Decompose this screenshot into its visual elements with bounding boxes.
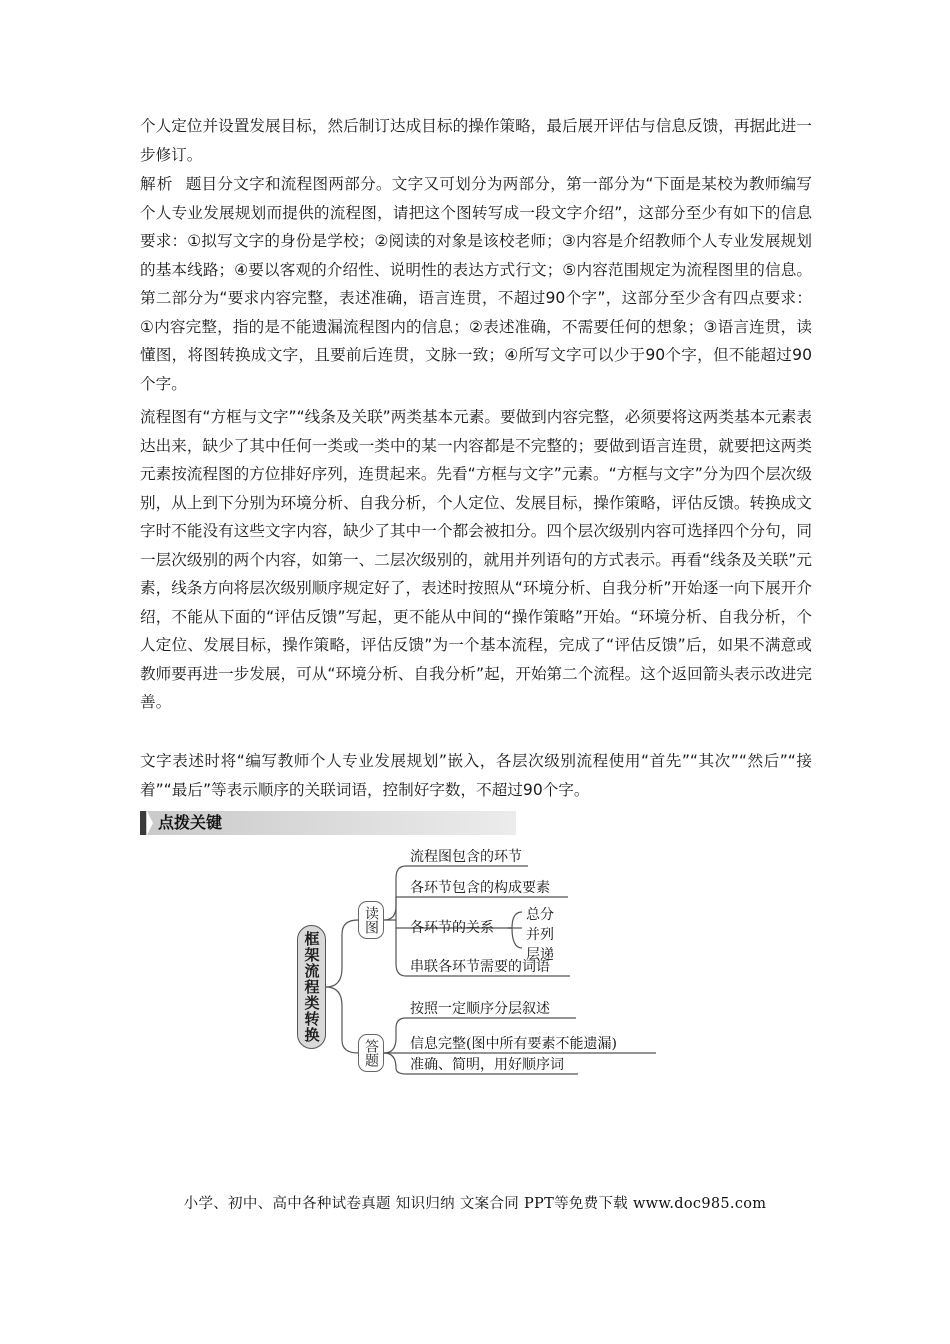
answer-item: 信息完整(图中所有要素不能遗漏) <box>410 1036 617 1052</box>
expression-text: 文字表述时将“编写教师个人专业发展规划”嵌入，各层次级别流程使用“首先”“其次”“然后”“接着”“最后”等表示顺序的关联词语，控制好字数，不超过90个字。 <box>140 752 812 799</box>
answer-node: 答题 <box>358 1034 384 1072</box>
answer-item: 准确、简明，用好顺序词 <box>410 1057 564 1073</box>
read-item: 串联各环节需要的词语 <box>410 959 550 975</box>
section-title: 点拨关键 <box>158 813 223 832</box>
mindmap-root: 框架流程类转换 <box>297 925 326 1049</box>
read-item: 各环节包含的构成要素 <box>410 880 550 896</box>
page-footer: 小学、初中、高中各种试卷真题 知识归纳 文案合同 PPT等免费下载 www.doc985.com <box>183 1196 767 1212</box>
analysis-paragraph <box>140 170 812 398</box>
intro-text: 个人定位并设置发展目标，然后制订达成目标的操作策略，最后展开评估与信息反馈，再据此进一步修订。 <box>140 117 812 164</box>
expression-paragraph <box>140 747 812 804</box>
section-marker <box>140 811 146 835</box>
read-item: 各环节的关系 <box>410 920 494 936</box>
analysis-text: 题目分文字和流程图两部分。文字又可划分为两部分，第一部分为“下面是某校为教师编写个人专业发展规划而提供的流程图，请把这个图转写成一段文字介绍”，这部分至少有如下的信息要求：①拟写文字的身份是学校；②阅读的对象是该校老师；③内容是介绍教师个人专业发展规划的基本线路；④要以客观的介绍性、说明性的表达方式行文；⑤内容范围规定为流程图里的信息。第二部分为“要求内容完整，表述准确，语言连贯，不超过90个字”，这部分至少含有四点要求：①内容完整，指的是不能遗漏流程图内的信息；②表述准确，不需要任何的想象；③语言连贯，读懂图，将图转换成文字，且要前后连贯，文脉一致；④所写文字可以少于90个字，但不能超过90个字。 <box>140 175 812 393</box>
relation-item: 并列 <box>526 927 554 943</box>
relation-item: 层递 <box>526 947 554 963</box>
mind-map <box>290 848 670 1076</box>
section-heading-bar <box>140 811 516 835</box>
analysis-label: 解析 <box>140 175 174 193</box>
chevron-right-icon <box>147 811 153 835</box>
elements-paragraph <box>140 403 812 717</box>
relation-item: 总分 <box>526 907 554 923</box>
read-item: 流程图包含的环节 <box>410 849 522 865</box>
answer-item: 按照一定顺序分层叙述 <box>410 1001 550 1017</box>
intro-paragraph <box>140 112 812 169</box>
read-chart-node: 读图 <box>358 901 384 939</box>
elements-text: 流程图有“方框与文字”“线条及关联”两类基本元素。要做到内容完整，必须要将这两类基本元素表达出来，缺少了其中任何一类或一类中的某一内容都是不完整的；要做到语言连贯，就要把这两类元素按流程图的方位排好序列，连贯起来。先看“方框与文字”元素。“方框与文字”分为四个层次级别，从上到下分别为环境分析、自我分析，个人定位、发展目标，操作策略，评估反馈。转换成文字时不能没有这些文字内容，缺少了其中一个都会被扣分。四个层次级别内容可选择四个分句，同一层次级别的两个内容，如第一、二层次级别的，就用并列语句的方式表示。再看“线条及关联”元素，线条方向将层次级别顺序规定好了，表述时按照从“环境分析、自我分析”开始逐一向下展开介绍，不能从下面的“评估反馈”写起，更不能从中间的“操作策略”开始。“环境分析、自我分析，个人定位、发展目标，操作策略，评估反馈”为一个基本流程，完成了“评估反馈”后，如果不满意或教师要再进一步发展，可从“环境分析、自我分析”起，开始第二个流程。这个返回箭头表示改进完善。 <box>140 408 812 711</box>
